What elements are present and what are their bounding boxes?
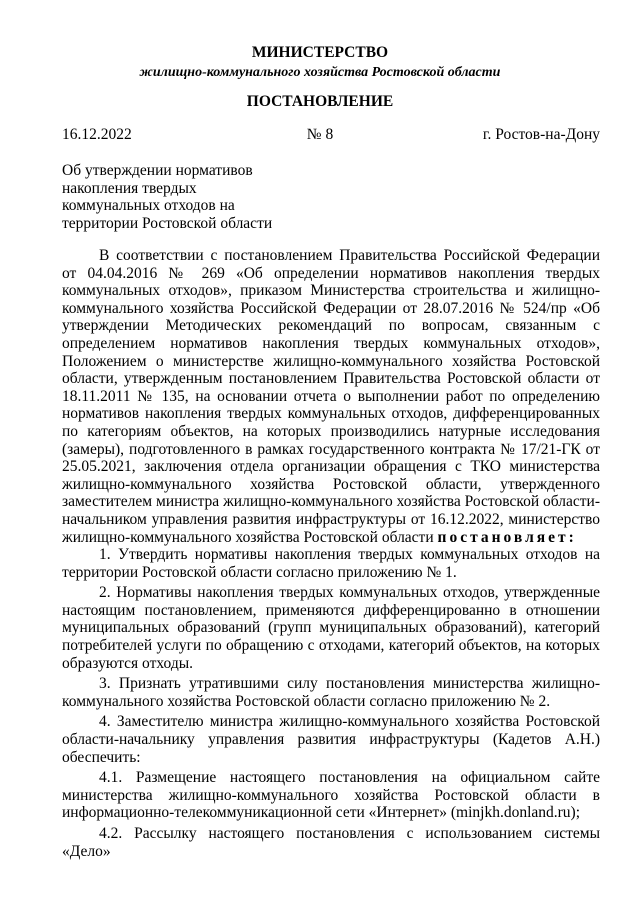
document-city: г. Ростов-на-Дону: [482, 126, 600, 143]
item-3: 3. Признать утратившими силу постановления министерства жилищно-коммунального хозяйства Ростовской области согласно приложению № 2.: [62, 675, 600, 710]
item-4: 4. Заместителю министра жилищно-коммунального хозяйства Ростовской области-начальнику управления развития инфраструктуры (Кадетов А.Н.) обеспечить:: [62, 713, 600, 766]
item-4-1: 4.1. Размещение настоящего постановления на официальном сайте министерства жилищно-коммунального хозяйства Ростовской области в информационно-телекоммуникационной сети «Интернет» (minjkh.donland.ru);: [62, 769, 600, 822]
subject-line: территории Ростовской области: [62, 214, 273, 232]
subject-line: Об утверждении нормативов: [62, 162, 253, 179]
subject-line: коммунальных отходов на: [62, 197, 235, 215]
subject-line: накопления твердых: [62, 179, 197, 197]
document-body: [62, 247, 600, 860]
ministry-title: МИНИСТЕРСТВО: [251, 44, 389, 61]
item-1: 1. Утвердить нормативы накопления твердых коммунальных отходов на территории Ростовской области согласно приложению № 1.: [62, 546, 600, 581]
item-4-2: 4.2. Рассылку настоящего постановления с использованием системы «Дело»: [62, 825, 600, 860]
preamble-paragraph: [62, 247, 600, 546]
ministry-full-name: жилищно-коммунального хозяйства Ростовской области: [139, 65, 501, 80]
document-type: ПОСТАНОВЛЕНИЕ: [246, 93, 394, 110]
document-subject: [62, 162, 362, 232]
decree-word: постановляет:: [437, 528, 577, 546]
preamble-text: В соответствии с постановлением Правительства Российской Федерации от 04.04.2016 № 269 «Об определении нормативов накопления твердых коммунальных отходов», приказом Министерства строительства и жилищно-коммунального хозяйства Российской Федерации от 28.07.2016 № 524/пр «Об утверждении Методических рекомендаций по вопросам, связанным с определением нормативов накопления твердых коммунальных отходов», Положением о министерстве жилищно-коммунального хозяйства Ростовской области, утвержденным постановлением Правительства Ростовской области от 18.11.2011 № 135, на основании отчета о выполнении работ по определению нормативов накопления твердых коммунальных отходов, дифференцированных по категориям объектов, на которых производились натурные исследования (замеры), подготовленного в рамках государственного контракта № 17/21-ГК от 25.05.2021, заключения отдела организации обращения с ТКО министерства жилищно-коммунального хозяйства Ростовской области, утвержденного заместителем министра жилищно-коммунального хозяйства Ростовской области-начальником управления развития инфраструктуры от 16.12.2022, министерство жилищно-коммунального хозяйства Ростовской области: [62, 247, 600, 546]
document-date: 16.12.2022: [62, 126, 132, 143]
document-number: № 8: [306, 126, 334, 143]
item-2: 2. Нормативы накопления твердых коммунальных отходов, утвержденные настоящим постановлением, применяются дифференцированно в отношении муниципальных образований (групп муниципальных образований), категорий потребителей услуги по обращению с отходами, категорий объектов, на которых образуются отходы.: [62, 584, 600, 672]
